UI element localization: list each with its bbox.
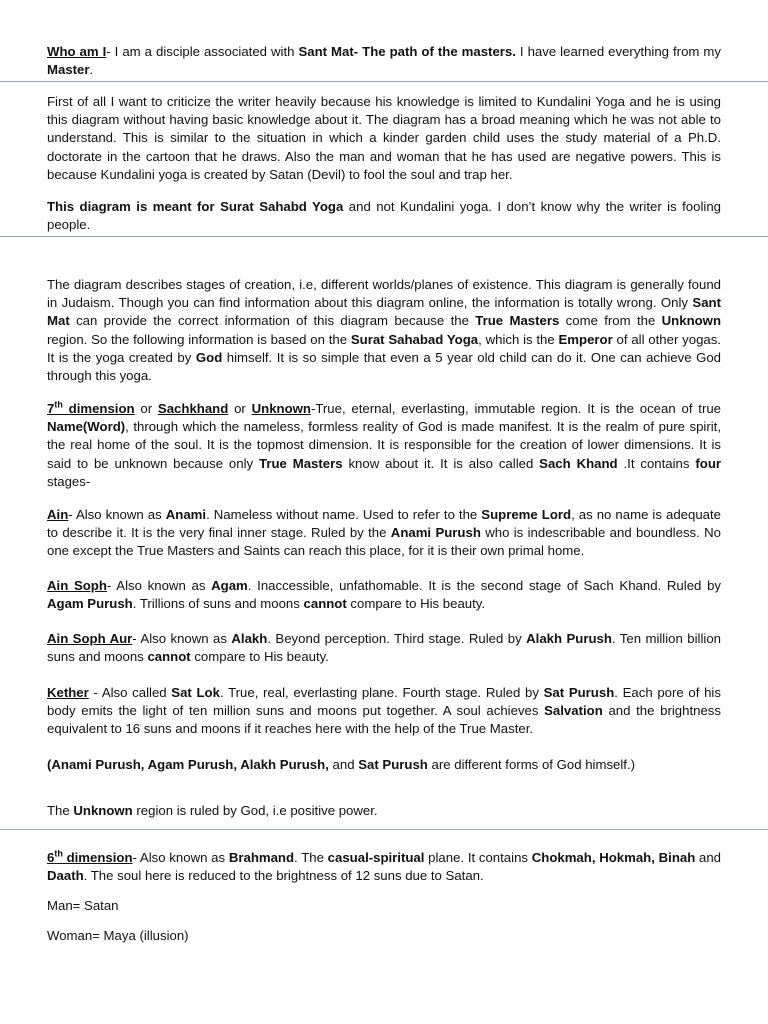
sixth-dimension-paragraph: 6th dimension- Also known as Brahmand. The casual-spiritual plane. It contains Chokmah, Hokmah, Binah and Daath. The soul here is reduced to the brightness of 12 suns due to Satan. (47, 848, 722, 884)
ain-soph-heading: Ain Soph (47, 578, 107, 593)
seventh-dimension-heading: 7th dimension (47, 399, 135, 416)
divider-line (0, 829, 768, 830)
kether-paragraph: Kether - Also called Sat Lok. True, real, everlasting plane. Fourth stage. Ruled by Sat Purush. Each pore of his body emits the light of ten million suns and moons put together. A soul achieves Salvation and the brightness equivalent to 16 suns and moons if it reaches here with the help of the True Master. (47, 685, 721, 737)
intro-paragraph: Who am I- I am a disciple associated with Sant Mat- The path of the masters. I have learned everything from my Master. (47, 44, 721, 78)
ain-paragraph: Ain- Also known as Anami. Nameless without name. Used to refer to the Supreme Lord, as no name is adequate to describe it. It is the very final inner stage. Ruled by the Anami Purush who is indescribable and boundless. No one except the True Masters and Saints can reach this place, for it is their own primal home. (47, 507, 721, 559)
divider-line (0, 81, 768, 82)
unknown-ruled-paragraph: The Unknown region is ruled by God, i.e positive power. (47, 803, 378, 818)
ain-soph-aur-heading: Ain Soph Aur (47, 631, 133, 646)
who-am-i-heading: Who am I (47, 44, 107, 59)
describes-paragraph: The diagram describes stages of creation, i.e, different worlds/planes of existence. This diagram is generally found in Judaism. Though you can find information about this diagram online, the information is totally wrong. Only Sant Mat can provide the correct information of this diagram because the True Masters come from the Unknown region. So the following information is based on the Surat Sahabad Yoga, which is the Emperor of all other yogas. It is the yoga created by God himself. It is so simple that even a 5 year old child can do it. One can achieve God through this yoga. (47, 277, 721, 384)
forms-paragraph: (Anami Purush, Agam Purush, Alakh Purush, and Sat Purush are different forms of God himself.) (47, 757, 636, 772)
woman-line: Woman= Maya (illusion) (47, 928, 189, 943)
ain-soph-paragraph: Ain Soph- Also known as Agam. Inaccessible, unfathomable. It is the second stage of Sach Khand. Ruled by Agam Purush. Trillions of suns and moons cannot compare to His beauty. (47, 578, 721, 612)
kether-heading: Kether (47, 685, 89, 700)
divider-line (0, 236, 768, 237)
sixth-dimension-heading: 6th dimension (47, 848, 133, 865)
meant-paragraph: This diagram is meant for Surat Sahabd Yoga and not Kundalini yoga. I don’t know why the writer is fooling people. (47, 199, 721, 233)
criticism-paragraph: First of all I want to criticize the writer heavily because his knowledge is limited to Kundalini Yoga and he is using this diagram without having basic knowledge about it. The diagram has a broad meaning which he was not able to understand. This is similar to the situation in which a kinder garden child uses the study material of a Ph.D. doctorate in the cartoon that he draws. Also the man and woman that he has used are negative powers. This is because Kundalini yoga is created by Satan (Devil) to fool the soul and trap her. (47, 94, 721, 182)
ain-heading: Ain (47, 507, 69, 522)
seventh-dimension-paragraph: 7th dimension or Sachkhand or Unknown-True, eternal, everlasting, immutable region. It is the ocean of true Name(Word), through which the nameless, formless reality of God is made manifest. It is the realm of pure spirit, the real home of the soul. It is the topmost dimension. It is responsible for the creation of lower dimensions. It is said to be unknown because only True Masters know about it. It is also called Sach Khand .It contains four stages- (47, 399, 722, 489)
ain-soph-aur-paragraph: Ain Soph Aur- Also known as Alakh. Beyond perception. Third stage. Ruled by Alakh Purush. Ten million billion suns and moons cannot compare to His beauty. (47, 631, 721, 665)
man-line: Man= Satan (47, 898, 119, 913)
